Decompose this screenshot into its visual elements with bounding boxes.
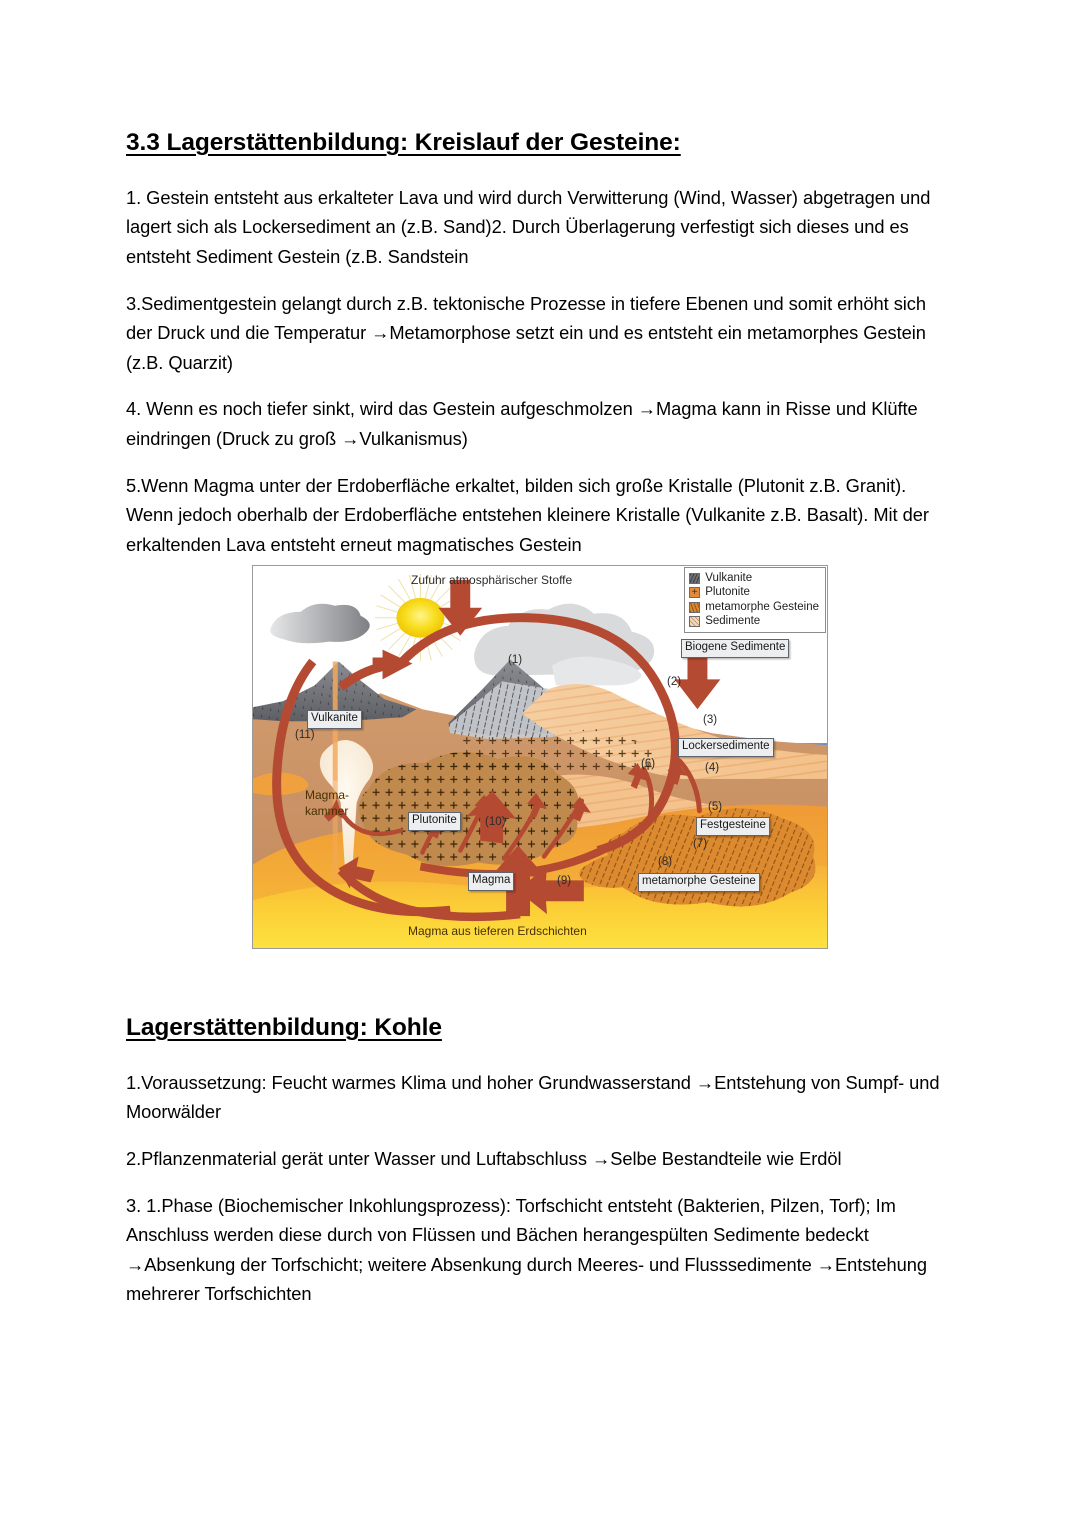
kohle-paragraph-1: 1.Voraussetzung: Feucht warmes Klima und hoher Grundwasserstand →Entstehung von Sumpf- und Moorwälder <box>126 1071 940 1123</box>
paragraph-4: 5.Wenn Magma unter der Erdoberfläche erkaltet, bilden sich große Kristalle (Plutonit z.B. Granit). Wenn jedoch oberhalb der Erdoberfläche entstehen kleinere Kristalle (Vulkanite z.B. Basalt). Mit der erkaltenden Lava entsteht erneut magmatisches Gestein <box>126 474 929 556</box>
legend-swatch-vulkanite-icon <box>689 573 700 584</box>
figure-label-magmakammer-line1: Magma- <box>305 788 350 802</box>
figure-label-magmakammer-line2: kammer <box>305 804 349 818</box>
paragraph-3: 4. Wenn es noch tiefer sinkt, wird das Gestein aufgeschmolzen →Magma kann in Risse und Klüfte eindringen (Druck zu groß →Vulkanismus) <box>126 398 918 450</box>
page-title-kreislauf: 3.3 Lagerstättenbildung: Kreislauf der Gesteine: <box>126 129 681 156</box>
legend-label-metamorphe-gesteine: metamorphe Gesteine <box>705 600 819 613</box>
legend-label-plutonite: Plutonite <box>705 586 750 598</box>
figure-step-10: (10) <box>485 816 506 828</box>
document-content <box>126 128 954 577</box>
figure-canvas <box>252 565 828 949</box>
figure-label-metamorphe-gesteine: metamorphe Gesteine <box>638 873 760 892</box>
document-content-kohle <box>126 1013 954 1326</box>
legend-swatch-metamorphe-icon <box>689 602 700 613</box>
figure-step-2: (2) <box>667 676 682 688</box>
legend-item-plutonite <box>689 586 819 601</box>
paragraph-2: 3.Sedimentgestein gelangt durch z.B. tektonische Prozesse in tiefere Ebenen und somit erhöht sich der Druck und die Temperatur →Metamorphose setzt ein und es entsteht ein metamorphes Gestein (z.B. Quarzit) <box>126 292 926 373</box>
legend-swatch-sedimente-icon <box>689 616 700 627</box>
figure-kreislauf-der-gesteine <box>252 565 828 949</box>
figure-step-7: (7) <box>693 838 708 850</box>
legend-item-vulkanite <box>689 571 819 586</box>
figure-label-vulkanite: Vulkanite <box>307 710 362 729</box>
kohle-paragraph-3: 3. 1.Phase (Biochemischer Inkohlungsprozess): Torfschicht entsteht (Bakterien, Pilzen, Torf); Im Anschluss werden diese durch von Flüssen und Bächen herangespülten Sedimente bedeckt →Absenkung der Torfschicht; weitere Absenkung durch Meeres- und Flusssedimente →Entstehung mehrerer Torfschichten <box>126 1194 927 1305</box>
figure-label-biogene-sedimente: Biogene Sedimente <box>681 639 789 658</box>
figure-step-3: (3) <box>703 714 718 726</box>
figure-step-1: (1) <box>508 654 523 666</box>
figure-caption-zufuhr: Zufuhr atmosphärischer Stoffe <box>411 573 573 587</box>
legend-label-vulkanite: Vulkanite <box>705 571 753 584</box>
paragraph-1: 1. Gestein entsteht aus erkalteter Lava und wird durch Verwitterung (Wind, Wasser) abgetragen und lagert sich als Lockersediment an (z.B. Sand)2. Durch Überlagerung verfestigt sich dieses und es entsteht Sediment Gestein (z.B. Sandstein <box>126 186 931 267</box>
kohle-paragraph-2: 2.Pflanzenmaterial gerät unter Wasser und Luftabschluss →Selbe Bestandteile wie Erdöl <box>126 1147 842 1169</box>
figure-step-6: (6) <box>641 758 656 770</box>
legend-label-sedimente: Sedimente <box>705 615 761 627</box>
figure-step-8: (8) <box>658 856 673 868</box>
figure-label-lockersedimente: Lockersedimente <box>678 738 774 757</box>
figure-label-festgesteine: Festgesteine <box>696 817 770 836</box>
figure-step-5: (5) <box>708 801 723 813</box>
page-title-kohle: Lagerstättenbildung: Kohle <box>126 1014 442 1041</box>
figure-label-plutonite: Plutonite <box>408 812 461 831</box>
figure-caption-magma-tiefe: Magma aus tieferen Erdschichten <box>408 924 587 938</box>
figure-label-magma: Magma <box>468 872 514 891</box>
figure-step-4: (4) <box>705 762 720 774</box>
legend-swatch-plutonite-icon <box>689 587 700 598</box>
figure-step-11: (11) <box>295 729 315 741</box>
legend-item-metamorphe-gesteine <box>689 600 819 615</box>
figure-legend <box>684 567 826 633</box>
figure-step-9: (9) <box>557 875 572 887</box>
legend-item-sedimente <box>689 615 819 630</box>
